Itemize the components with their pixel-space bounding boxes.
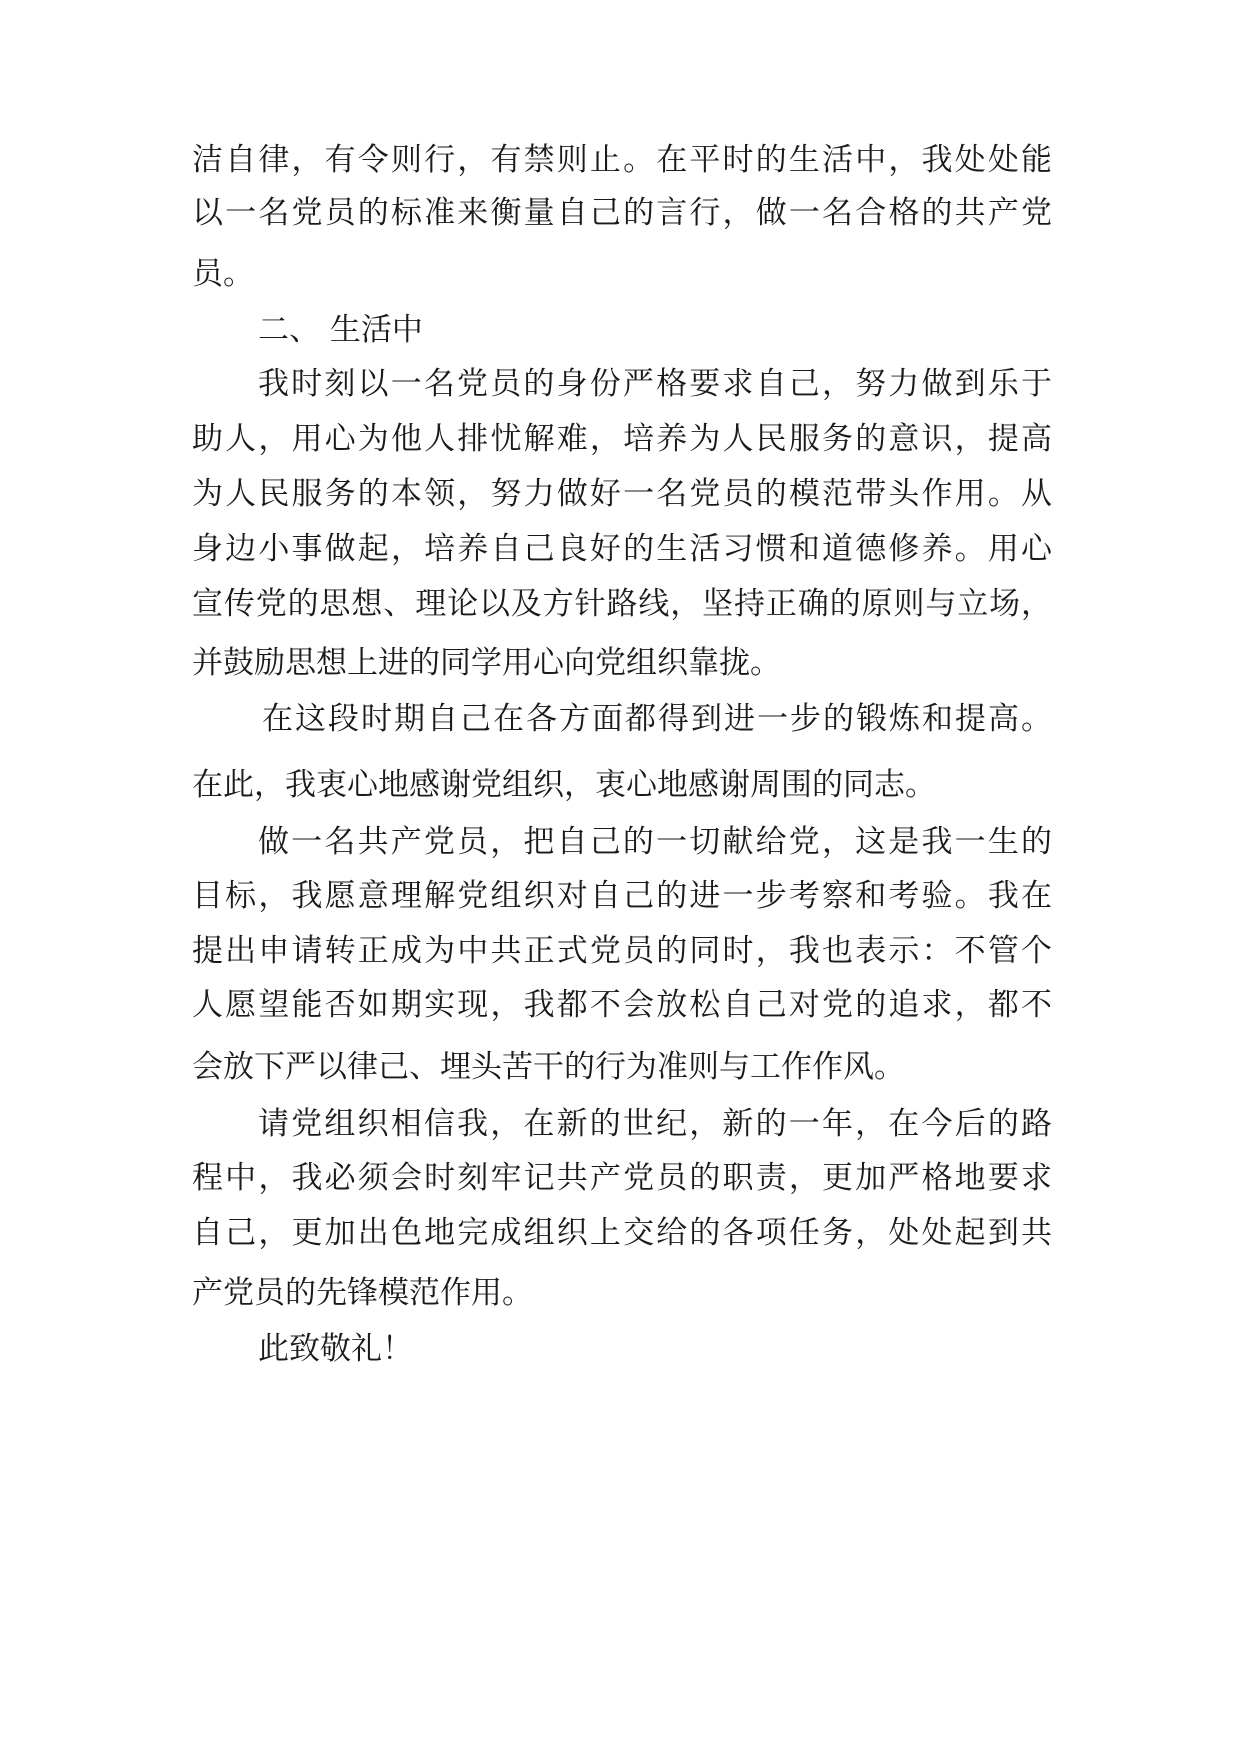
text-line: 会放下严以律己、埋头苦干的行为准则与工作作风。 [192, 1049, 905, 1085]
text-line: 自己，更加出色地完成组织上交给的各项任务，处处起到共 [192, 1215, 1052, 1251]
text-line: 目标，我愿意理解党组织对自己的进一步考察和考验。我在 [192, 878, 1052, 914]
text-line: 助人，用心为他人排忧解难，培养为人民服务的意识，提高 [192, 421, 1052, 457]
closing-salutation: 此致敬礼！ [258, 1331, 413, 1367]
text-line: 以一名党员的标准来衡量自己的言行，做一名合格的共产党 [192, 195, 1052, 231]
text-line: 为人民服务的本领，努力做好一名党员的模范带头作用。从 [192, 476, 1052, 512]
text-line: 在此，我衷心地感谢党组织，衷心地感谢周围的同志。 [192, 767, 936, 803]
text-line: 请党组织相信我，在新的世纪，新的一年，在今后的路 [258, 1106, 1052, 1142]
text-line: 员。 [192, 256, 254, 292]
text-line: 在这段时期自己在各方面都得到进一步的锻炼和提高。 [262, 701, 1052, 737]
text-line: 做一名共产党员，把自己的一切献给党，这是我一生的 [258, 824, 1052, 860]
text-line: 人愿望能否如期实现，我都不会放松自己对党的追求，都不 [192, 987, 1052, 1023]
text-line: 产党员的先锋模范作用。 [192, 1275, 533, 1311]
text-line: 我时刻以一名党员的身份严格要求自己，努力做到乐于 [258, 366, 1052, 402]
text-line: 程中，我必须会时刻牢记共产党员的职责，更加严格地要求 [192, 1160, 1052, 1196]
text-line: 并鼓励思想上进的同学用心向党组织靠拢。 [192, 645, 781, 681]
text-line: 洁自律，有令则行，有禁则止。在平时的生活中，我处处能 [192, 142, 1052, 178]
section-heading: 二、 生活中 [258, 312, 423, 348]
text-line: 身边小事做起，培养自己良好的生活习惯和道德修养。用心 [192, 531, 1052, 567]
text-line: 提出申请转正成为中共正式党员的同时，我也表示：不管个 [192, 933, 1052, 969]
text-line: 宣传党的思想、理论以及方针路线，坚持正确的原则与立场， [192, 586, 1052, 622]
